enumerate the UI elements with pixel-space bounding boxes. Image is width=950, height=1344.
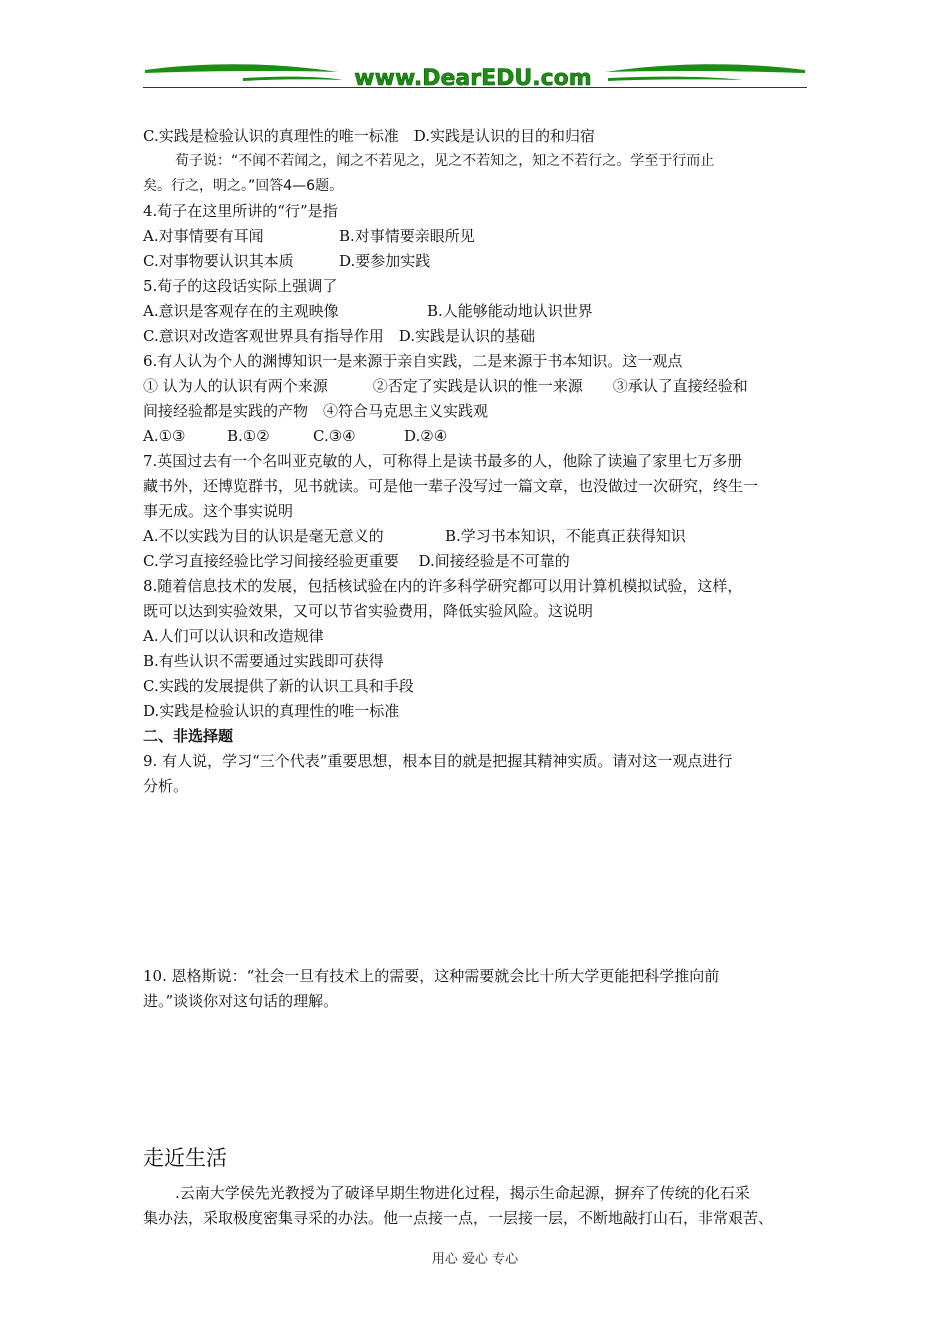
option-a: A.人们可以认识和改造规律: [143, 627, 324, 645]
page-footer: 用心 爱心 专心: [431, 1252, 519, 1267]
option-a: A.①③: [143, 427, 186, 445]
option-b: B.学习书本知识，不能真正获得知识: [445, 527, 686, 545]
question-10: 进。”谈谈你对这句话的理解。: [143, 992, 339, 1010]
question-7: 事无成。这个事实说明: [143, 502, 294, 520]
answer-space: [143, 799, 811, 964]
option-a: A.意识是客观存在的主观映像: [143, 302, 339, 320]
option-a: A.不以实践为目的认识是毫无意义的: [143, 527, 384, 545]
header-logo: [143, 60, 807, 92]
site-header-banner: [143, 60, 807, 92]
option-a: A.对事情要有耳闻: [143, 227, 264, 245]
question-5-options-cd: C.意识对改造客观世界具有指导作用 D.实践是认识的基础: [143, 327, 535, 345]
question-6: 6.有人认为个人的渊博知识一是来源于亲自实践，二是来源于书本知识。这一观点: [143, 352, 683, 370]
paragraph-line: 集办法，采取极度密集寻采的办法。他一点接一点，一层接一层，不断地敲打山石，非常艰苦、: [143, 1209, 774, 1227]
question-6-statements: ① 认为人的认识有两个来源 ②否定了实践是认识的惟一来源 ③承认了直接经验和: [143, 377, 748, 395]
option-d: D.实践是检验认识的真理性的唯一标准: [143, 702, 400, 720]
paragraph-line: .云南大学侯先光教授为了破译早期生物进化过程，揭示生命起源，摒弃了传统的化石采: [175, 1184, 750, 1202]
question-9: 分析。: [143, 777, 189, 795]
option-b: B.有些认识不需要通过实践即可获得: [143, 652, 384, 670]
option-b: B.人能够能动地认识世界: [427, 302, 593, 320]
question-5-options-ab: [143, 299, 811, 324]
option-d: D.②④: [404, 427, 448, 445]
question-9: 9. 有人说，学习“三个代表”重要思想，根本目的就是把握其精神实质。请对这一观点进行: [143, 752, 733, 770]
section-heading: 二、非选择题: [143, 727, 234, 745]
option-d: D.要参加实践: [339, 252, 431, 270]
question-4-options-cd: [143, 249, 811, 274]
option-c: C.③④: [313, 427, 356, 445]
option-b: B.①②: [227, 427, 270, 445]
quote-line: 矣。行之，明之。”回答4—6题。: [143, 178, 344, 194]
section-title-life: 走近生活: [143, 1146, 227, 1170]
header-site-name: www.DearEDU.com: [354, 66, 592, 91]
document-body: [143, 124, 811, 1231]
question-4: 4.荀子在这里所讲的“行”是指: [143, 202, 338, 220]
question-10: 10. 恩格斯说：“社会一旦有技术上的需要，这种需要就会比十所大学更能把科学推向前: [143, 967, 720, 985]
question-4-options-ab: [143, 224, 811, 249]
quote-line: 荀子说：“不闻不若闻之，闻之不若见之，见之不若知之，知之不若行之。学至于行而止: [175, 153, 715, 169]
question-5: 5.荀子的这段话实际上强调了: [143, 277, 338, 295]
option-b: B.对事情要亲眼所见: [339, 227, 475, 245]
answer-space: [143, 1014, 811, 1141]
question-7-options-ab: [143, 524, 811, 549]
option-c: C.对事物要认识其本质: [143, 252, 294, 270]
question-7: 7.英国过去有一个名叫亚克敏的人，可称得上是读书最多的人，他除了读遍了家里七万多册: [143, 452, 743, 470]
option-c: C.实践的发展提供了新的认识工具和手段: [143, 677, 414, 695]
question-6-options: [143, 424, 811, 449]
text-line: C.实践是检验认识的真理性的唯一标准 D.实践是认识的目的和归宿: [143, 127, 595, 145]
question-7-options-cd: C.学习直接经验比学习间接经验更重要 D.间接经验是不可靠的: [143, 552, 570, 570]
question-8: 既可以达到实验效果，又可以节省实验费用，降低实验风险。这说明: [143, 602, 594, 620]
question-8: 8.随着信息技术的发展，包括核试验在内的许多科学研究都可以用计算机模拟试验，这样，: [143, 577, 743, 595]
question-6-statements: 间接经验都是实践的产物 ④符合马克思主义实践观: [143, 402, 489, 420]
question-7: 藏书外，还博览群书，见书就读。可是他一辈子没写过一篇文章，也没做过一次研究，终生一: [143, 477, 759, 495]
